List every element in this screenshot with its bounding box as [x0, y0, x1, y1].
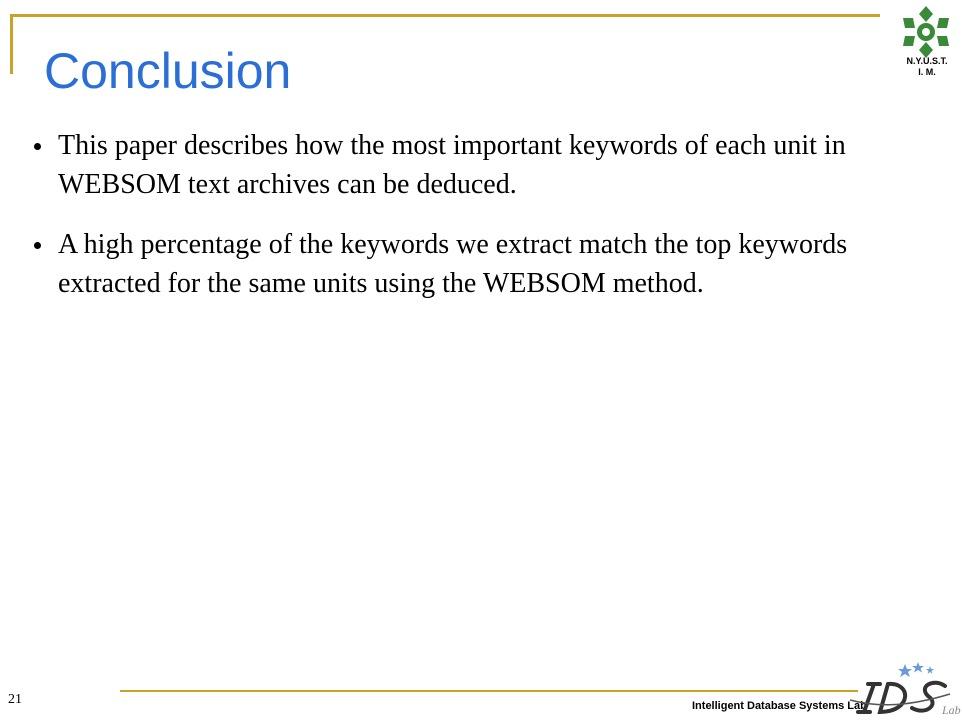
top-frame-line [10, 14, 880, 17]
ids-lab-logo-icon [850, 660, 961, 718]
bottom-frame-line [120, 690, 858, 692]
bullet-item-1 [34, 126, 934, 204]
bullet-text-1: This paper describes how the most important keywords of each unit in WEBSOM text archives can be deduced. [58, 130, 846, 200]
footer-lab-name: Intelligent Database Systems Lab [692, 700, 867, 712]
nyust-emblem-icon [895, 4, 957, 94]
bullet-dot-icon [34, 143, 41, 150]
nyust-caption-line1: N.Y.U.S.T. [906, 56, 948, 66]
bullet-item-2 [34, 225, 934, 303]
nyust-caption-line2: I. M. [918, 66, 936, 77]
bullet-dot-icon [34, 242, 41, 249]
bullet-text-2: A high percentage of the keywords we extract match the top keywords extracted for the same units using the WEBSOM method. [58, 229, 848, 299]
svg-text:Lab: Lab [942, 703, 961, 717]
left-frame-line [10, 14, 13, 74]
nyust-caption [892, 56, 962, 78]
slide-title: Conclusion [44, 43, 292, 99]
bullet-list [34, 126, 934, 324]
page-number: 21 [8, 692, 22, 707]
